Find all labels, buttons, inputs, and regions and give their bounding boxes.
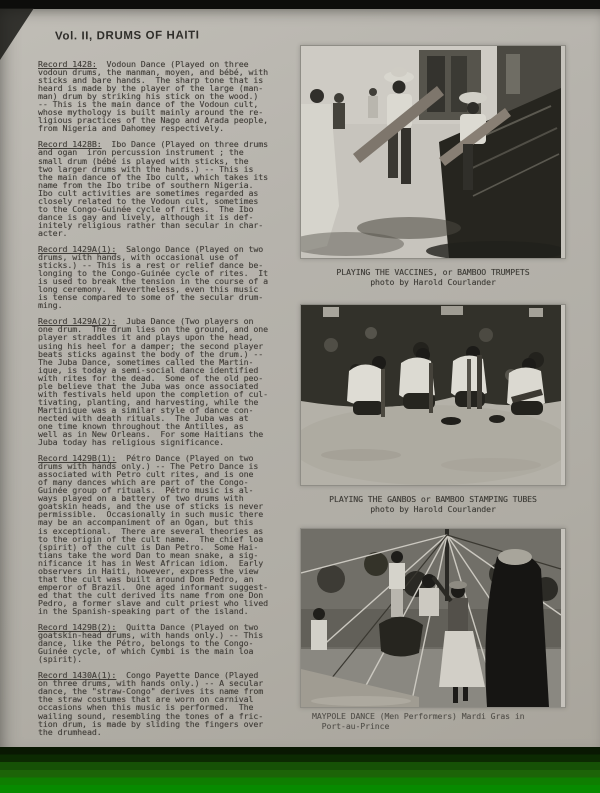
record-body: Ibo Dance (Played on three drums and ogan iron percussion instrument ; the small drum (bébé is played with sticks, the two larger drums with the hands.) -- This is the main dance of the Ibo cult, which takes its name from the Ibo tribe of southern Nigeria. Ibo cult activities are sometimes regarded as closely related to the Vodoun cult, sometimes to the Congo-Guinée cycle of rites. The Ibo dance is gay and lively, although it is def- initely religious rather than secular in char- acter.: [38, 139, 269, 238]
record-body: Pétro Dance (Played on two drums with hands only.) -- The Petro Dance is associated with Petro cult rites, and is one of many dances which are part of the Congo- Guinée group of rituals. Pétro music is al- ways played on a battery of two drums with goatskin heads, and the use of sticks is never permissible. Occasionally in such music there may be an accompaniment of an Ogan, but this is exceptional. There are several theories as to the origin of the cult name. The chief loa (spirit) of the cult is Dan Petro. Some Hai- tians take the word Dan to mean snake, a sig- nificance it has in West African idiom. Early observers in Haiti, however, express the view that the cult was built around Dom Pedro, an emperor of Brazil. One aged informant suggest- ed that the cult derived its name from one Don Pedro, a former slave and cult priest who lived in the Spanish-speaking part of the island.: [38, 453, 269, 616]
record-body: Quitta Dance (Played on two goatskin-head drums, with hands only.) -- This dance, like the Pétro, belongs to the Congo- Guinée cycle, of which Cymbi is the main loa (spirit).: [38, 622, 264, 665]
record-paragraph-1429a2: [38, 317, 290, 446]
record-label: Record 1430A(1):: [38, 670, 117, 681]
photo-caption-maypole: MAYPOLE DANCE (Men Performers) Mardi Gras in Port-au-Prince: [312, 711, 525, 731]
photo-stamping-tubes: [300, 304, 566, 486]
record-paragraph-1428: [38, 60, 290, 132]
photo-maypole-dance: [300, 528, 566, 708]
photo-bamboo-trumpets: [300, 45, 566, 259]
record-label: Record 1429B(1):: [38, 453, 117, 464]
typewritten-text-column: [38, 60, 290, 744]
record-label: Record 1428:: [38, 59, 97, 69]
photo-caption-ganbos: PLAYING THE GANBOS or BAMBOO STAMPING TUBES photo by Harold Courlander: [329, 494, 537, 514]
record-label: Record 1428B:: [38, 139, 102, 150]
record-label: Record 1429A(1):: [38, 243, 117, 254]
record-paragraph-1429b2: [38, 623, 290, 663]
record-label: Record 1429B(2):: [38, 622, 117, 633]
scanned-paper-sheet: [0, 8, 600, 747]
record-paragraph-1430a1: [38, 671, 290, 735]
record-paragraph-1429b1: [38, 454, 290, 615]
record-paragraph-1429a1: [38, 245, 290, 309]
record-paragraph-1428b: [38, 140, 290, 237]
record-body: Congo Payette Dance (Played on three drums, with hands only.) -- A secular dance, the "straw-Congo" derives its name from the straw costumes that are worn on carnival occasions when this music is performed. The wailing sound, resembling the tones of a fric- tion drum, is made by sliding the fingers over the drumhead.: [38, 670, 264, 737]
page-title: Vol. II, DRUMS OF HAITI: [54, 29, 200, 43]
photo-column: [300, 45, 566, 731]
record-body: Vodoun Dance (Played on three vodoun drums, the manman, moyen, and bébé, with sticks and bare hands. The sharp tone that is heard is made by the player of the large (man- man) drum by striking his stick on the wood.) -- This is the main dance of the Vodoun cult, whose mythology is built mainly around the re- ligious practices of the Nago and Arada people, from Nigeria and Dahomey respectively.: [38, 59, 269, 134]
record-label: Record 1429A(2):: [38, 316, 117, 327]
record-body: Salongo Dance (Played on two drums, with hands, with occasional use of sticks.) -- This is a rest or relief dance be- longing to the Congo-Guinée cycle of rites. It is used to break the tension in the course of a long ceremony. Nevertheless, even this music is tense compared to some of the secular drum- ming.: [38, 243, 269, 311]
photo-caption-vaccines: PLAYING THE VACCINES, or BAMBOO TRUMPETS photo by Harold Courlander: [336, 267, 530, 287]
scanner-bed-green: [0, 747, 600, 793]
record-body: Juba Dance (Two players on one drum. The drum lies on the ground, and one player straddles it and plays upon the head, using his heel for a damper; the second player beats sticks against the body of the drum.) -- The Juba Dance, sometimes called the Martin- ique, is today a semi-social dance identified with rites for the dead. Some of the old peo- ple believe that the Juba was once associated with festivals held upon the completion of cul- tivating, planting, and harvesting, while the Martinique was a similar style of dance con- nected with death rituals. The Juba was at one time known throughout the Antilles, as well as in New Orleans. For some Haitians the Juba today has religious significance.: [38, 316, 269, 448]
scan-top-edge: [0, 0, 600, 9]
